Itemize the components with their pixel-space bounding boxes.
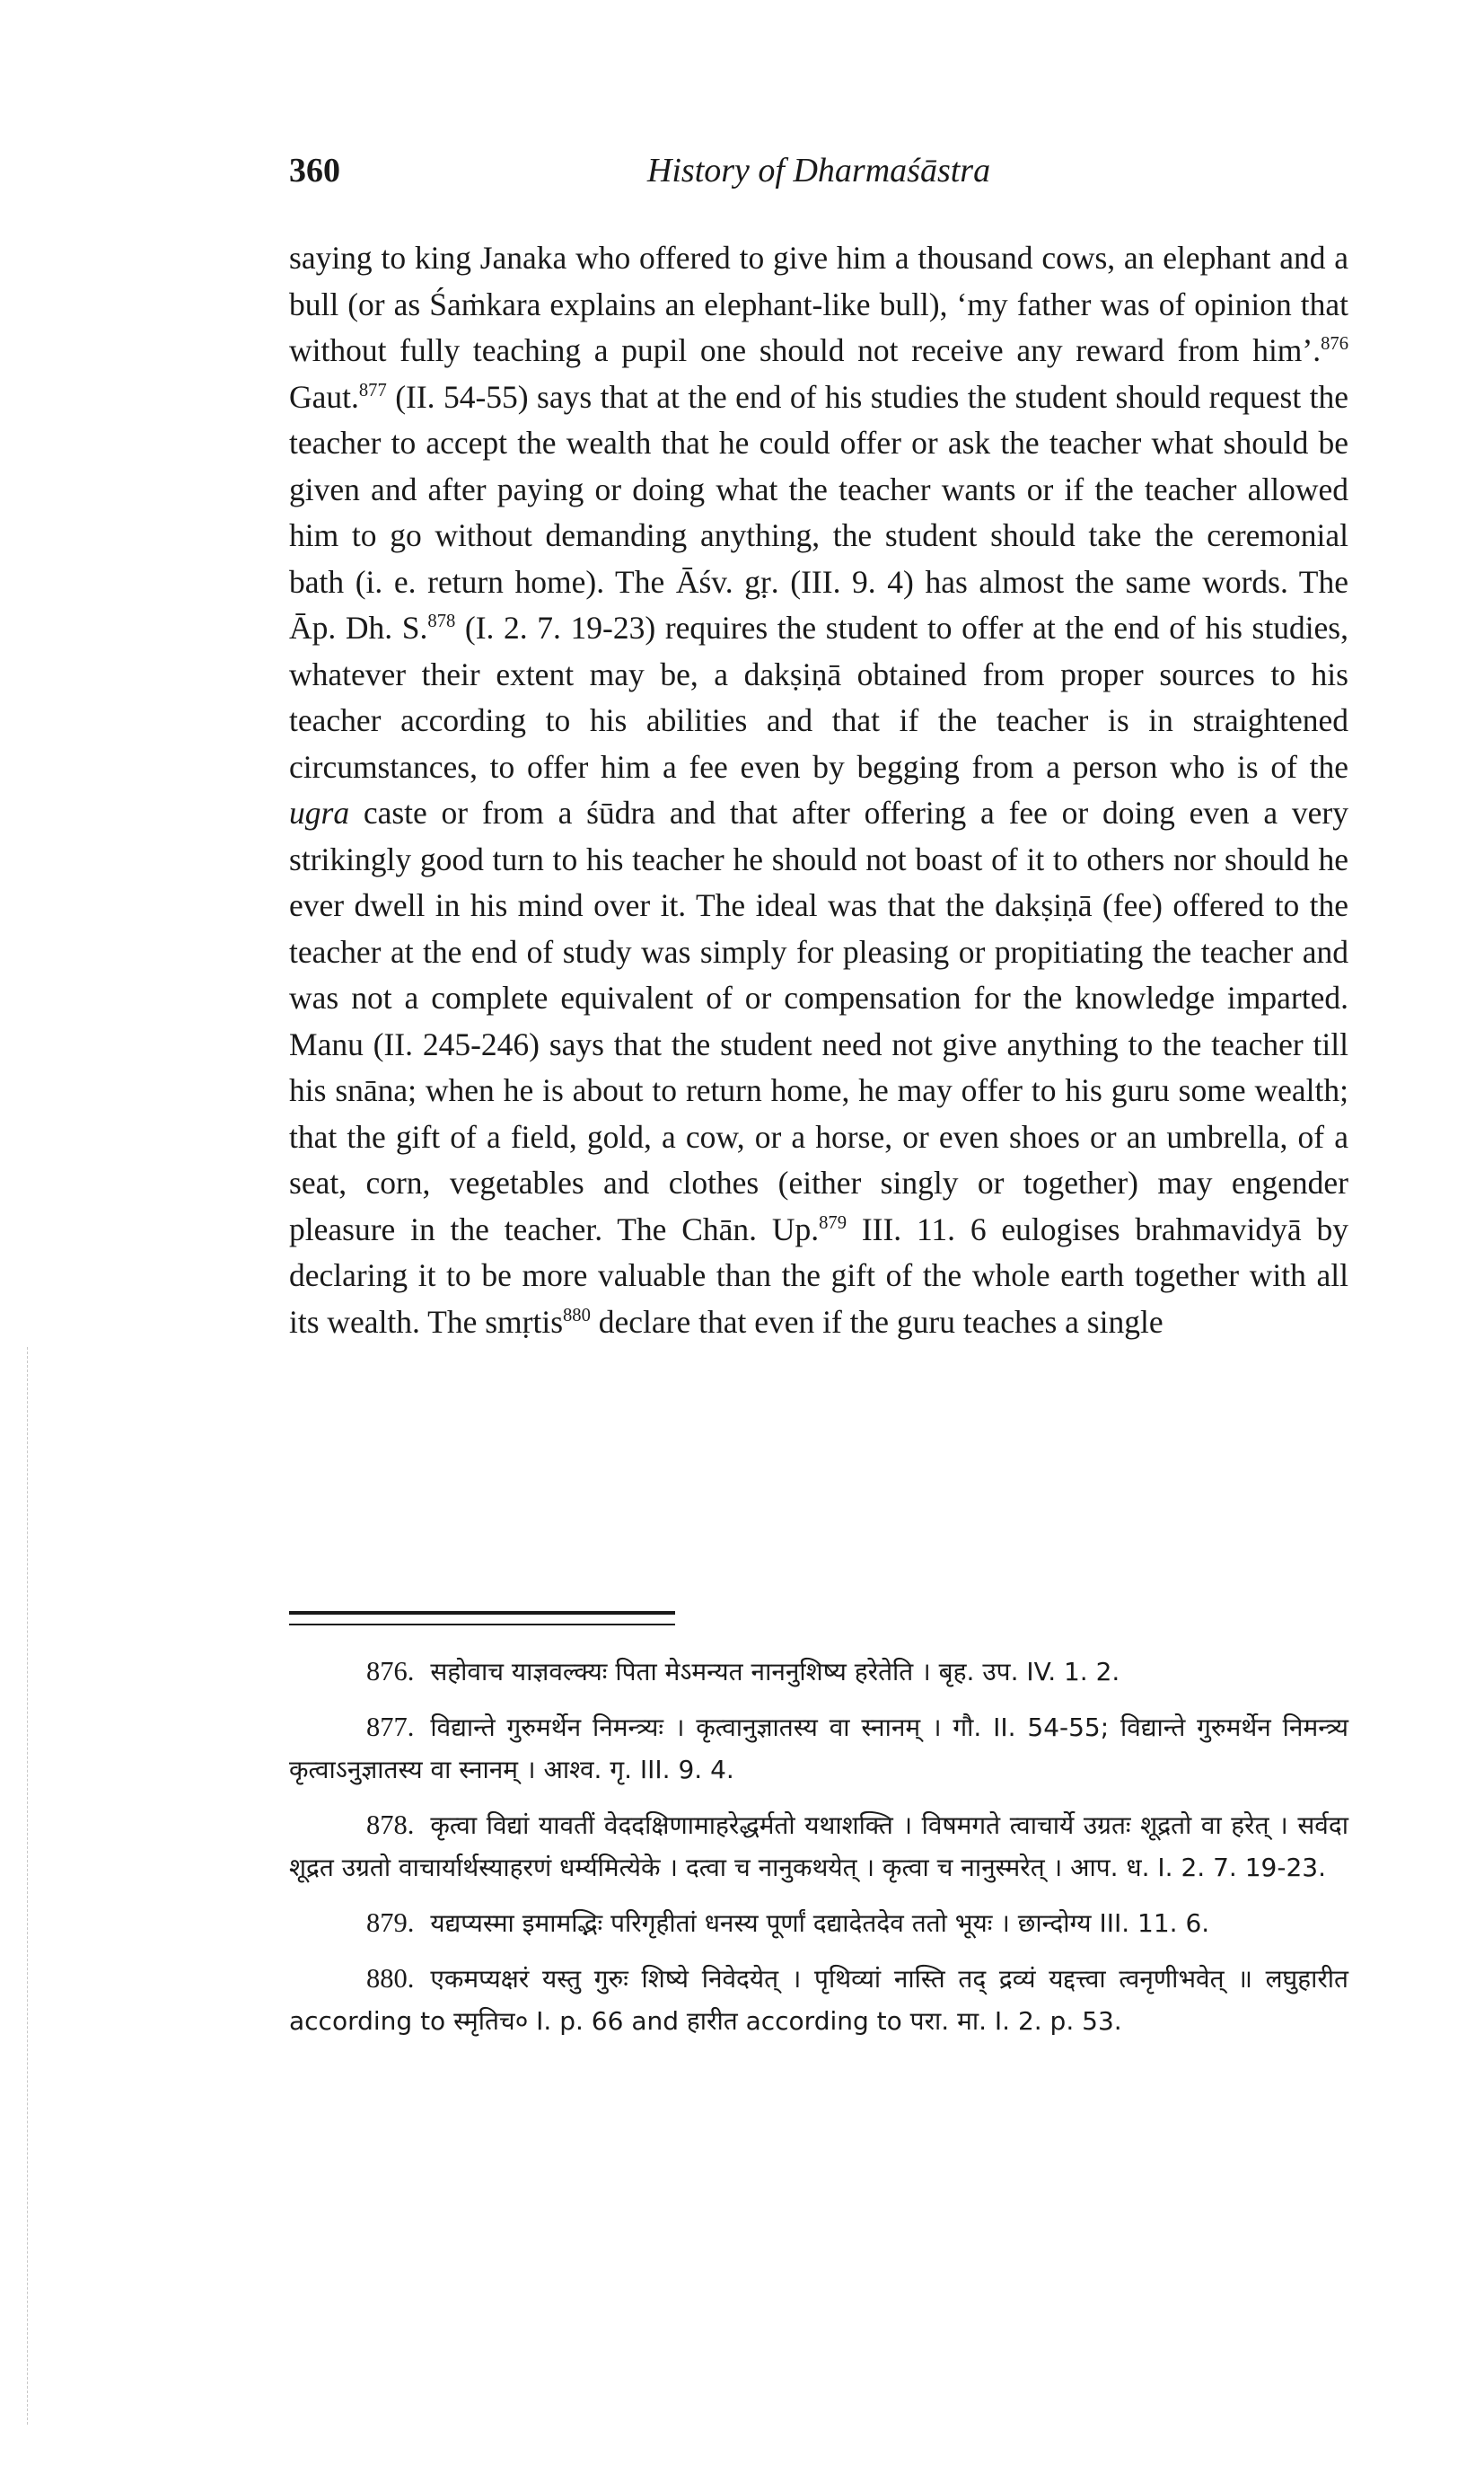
- footnote-text: यद्यप्यस्मा इमामद्भिः परिगृहीतां धनस्य पूर्णां दद्यादेतदेव ततो भूयः । छान्दोग्य III. 11. 6.: [430, 1908, 1210, 1938]
- footnote-separator-thin: [289, 1624, 675, 1625]
- main-paragraph: [289, 235, 1348, 1345]
- footnote-number: 879.: [366, 1907, 415, 1938]
- footnote-text: एकमप्यक्षरं यस्तु गुरुः शिष्ये निवेदयेत् । पृथिव्यां नास्ति तद् द्रव्यं यद्दत्त्वा त्वनृणीभवेत् ॥ लघुहारीत according to स्मृतिच० I. p. 66 and हारीत according to परा. मा. I. 2. p. 53.: [289, 1964, 1348, 2036]
- footnote-ref-879[interactable]: 879: [819, 1212, 847, 1233]
- body-text-segment: saying to king Janaka who offered to give him a thousand cows, an elephant and a bull (or as Śaṁkara explains an elephant-like bull), ‘my father was of opinion that without fully teaching a pupil one should not receive any reward from him’.: [289, 240, 1348, 368]
- body-text-segment: III. 11. 6 eulogises brahmavidyā by declaring it to be more valuable than the gift of the whole earth together with all its wealth. The smṛtis: [289, 1211, 1348, 1340]
- body-text-segment: Gaut.: [289, 378, 359, 415]
- scan-margin-mark: [27, 1347, 28, 2425]
- footnote-ref-876[interactable]: 876: [1321, 334, 1348, 355]
- running-head: [289, 151, 1348, 196]
- footnote-number: 880.: [366, 1963, 415, 1994]
- footnote-878: [289, 1804, 1348, 1889]
- italic-term-ugra: ugra: [289, 795, 350, 831]
- footnote-ref-880[interactable]: 880: [563, 1305, 591, 1325]
- footnote-ref-878[interactable]: 878: [427, 612, 456, 632]
- footnote-879: [289, 1902, 1348, 1944]
- body-text-segment: caste or from a śūdra and that after offering a fee or doing even a very strikingly good turn to his teacher he should not boast of it to others nor should he ever dwell in his mind over it. The ideal was that the dakṣiṇā (fee) offered to the teacher at the end of study was simply for pleasing or propitiating the teacher and was not a complete equivalent of or compensation for the knowledge imparted. Manu (II. 245-246) says that the student need not give anything to the teacher till his snāna; when he is about to return home, he may offer to his guru some wealth; that the gift of a field, gold, a cow, or a horse, or even shoes or an umbrella, of a seat, corn, vegetables and clothes (either singly or together) may engender pleasure in the teacher. The Chān. Up.: [289, 795, 1348, 1247]
- footnote-876: [289, 1651, 1348, 1693]
- footnotes: [289, 1651, 1348, 2056]
- footnote-separator: [289, 1611, 675, 1615]
- body-text-segment: declare that even if the guru teaches a single: [590, 1303, 1163, 1340]
- footnote-877: [289, 1706, 1348, 1791]
- footnote-ref-877[interactable]: 877: [358, 380, 387, 401]
- footnote-text: कृत्वा विद्यां यावतीं वेददक्षिणामाहरेद्धर्मतो यथाशक्ति । विषमगते त्वाचार्ये उग्रतः शूद्रतो वा हरेत् । सर्वदा शूद्रत उग्रतो वाचार्यार्थस्याहरणं धर्म्यमित्येके । दत्वा च नानुकथयेत् । कृत्वा च नानुस्मरेत् । आप. ध. I. 2. 7. 19-23.: [289, 1810, 1348, 1882]
- footnote-number: 878.: [366, 1810, 415, 1840]
- footnote-number: 876.: [366, 1656, 415, 1686]
- page-number: 360: [289, 152, 340, 189]
- footnote-text: विद्यान्ते गुरुमर्थेन निमन्त्र्यः । कृत्वानुज्ञातस्य वा स्नानम् । गौ. II. 54-55; विद्यान्ते गुरुमर्थेन निमन्त्र्य कृत्वाऽनुज्ञातस्य वा स्नानम् । आश्व. गृ. III. 9. 4.: [289, 1713, 1348, 1784]
- body-text-segment: (II. 54-55) says that at the end of his studies the student should request the teacher to accept the wealth that he could offer or ask the teacher what should be given and after paying or doing what the teacher wants or if the teacher allowed him to go without demanding anything, the student should take the ceremonial bath (i. e. return home). The Āśv. gṛ. (III. 9. 4) has almost the same words. The Āp. Dh. S.: [289, 378, 1348, 646]
- body-text-segment: (I. 2. 7. 19-23) requires the student to offer at the end of his studies, whatever their extent may be, a dakṣiṇā obtained from proper sources to his teacher according to his abilities and that if the teacher is in straightened circumstances, to offer him a fee even by begging from a person who is of the: [289, 610, 1348, 785]
- footnote-880: [289, 1958, 1348, 2042]
- footnote-number: 877.: [366, 1712, 415, 1742]
- footnote-text: सहोवाच याज्ञवल्क्यः पिता मेऽमन्यत नाननुशिष्य हरेतेति । बृह. उप. IV. 1. 2.: [430, 1657, 1120, 1686]
- running-title: History of Dharmaśāstra: [646, 152, 991, 189]
